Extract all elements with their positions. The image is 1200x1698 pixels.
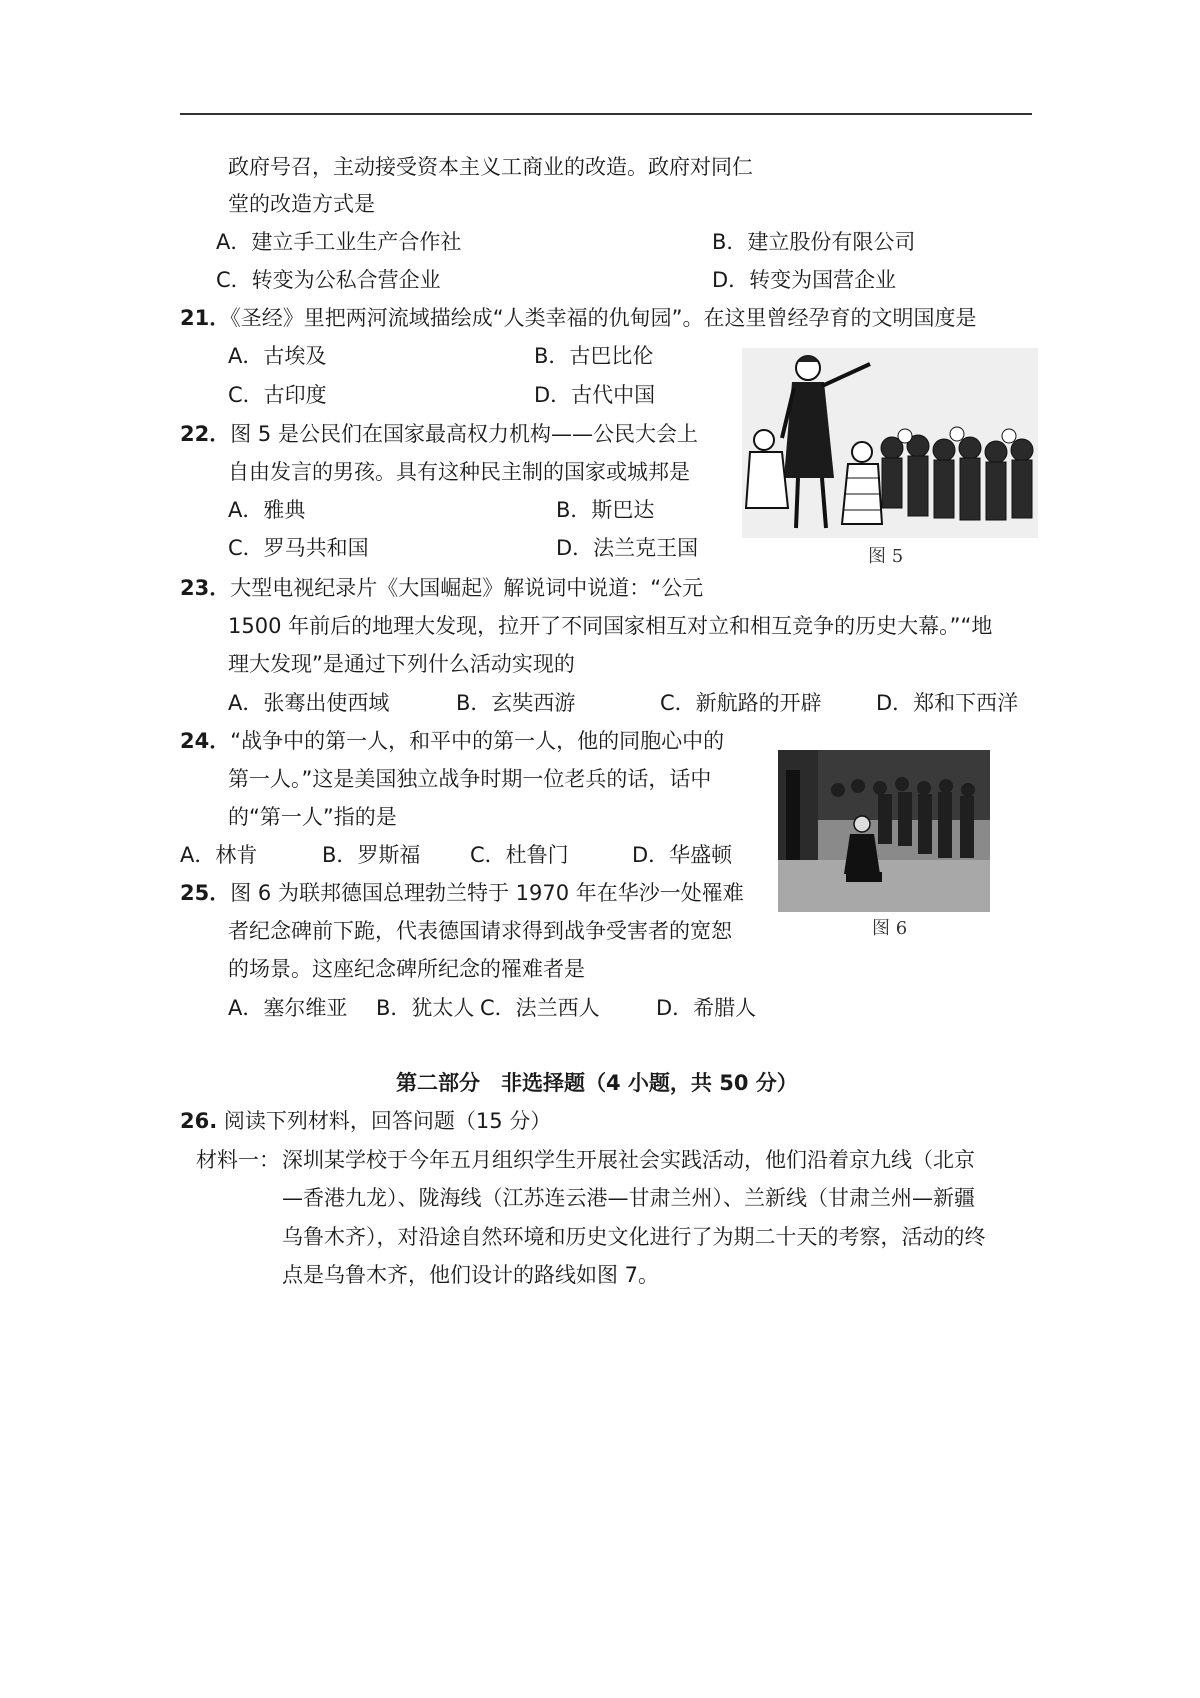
q21-option-a: A．古埃及: [228, 344, 327, 368]
part2-heading: 第二部分 非选择题（4 小题，共 50 分）: [396, 1071, 798, 1095]
q25-option-b: B．犹太人: [376, 996, 475, 1020]
q21-option-d: D．古代中国: [534, 383, 656, 407]
header-rule: [180, 113, 1032, 115]
q25-option-d: D．希腊人: [656, 996, 757, 1020]
q20-stem-line1: 政府号召，主动接受资本主义工商业的改造。政府对同仁: [228, 155, 753, 179]
q22-option-b: B．斯巴达: [556, 498, 655, 522]
q25-stem-line2: 者纪念碑前下跪，代表德国请求得到战争受害者的宽恕: [228, 919, 732, 943]
q23-option-c: C．新航路的开辟: [660, 691, 822, 715]
q21-number: 21．: [180, 306, 231, 330]
q21-stem: 《圣经》里把两河流域描绘成“人类幸福的仇甸园”。在这里曾经孕育的文明国度是: [230, 306, 977, 330]
q23-option-b: B．玄奘西游: [456, 691, 576, 715]
q23-stem-line1: 大型电视纪录片《大国崛起》解说词中说道：“公元: [230, 576, 704, 600]
q24-stem-line2: 第一人。”这是美国独立战争时期一位老兵的话，话中: [228, 767, 712, 791]
q26-material-line1: 深圳某学校于今年五月组织学生开展社会实践活动，他们沿着京九线（北京: [282, 1148, 975, 1172]
q24-number: 24．: [180, 729, 231, 753]
q26-stem: 阅读下列材料，回答问题（15 分）: [217, 1109, 552, 1133]
q22-option-c: C．罗马共和国: [228, 536, 369, 560]
q26-material-line3: 乌鲁木齐），对沿途自然环境和历史文化进行了为期二十天的考察，活动的终: [282, 1225, 986, 1249]
q26-number: 26.: [180, 1109, 218, 1133]
figure5-image: [742, 348, 1038, 538]
q25-option-a: A．塞尔维亚: [228, 996, 348, 1020]
q26-material-label: 材料一：: [196, 1148, 280, 1172]
q20-stem-line2: 堂的改造方式是: [228, 192, 375, 216]
q24-option-b: B．罗斯福: [322, 843, 421, 867]
q23-option-d: D．郑和下西洋: [876, 691, 1019, 715]
q22-stem-line1: 图 5 是公民们在国家最高权力机构——公民大会上: [230, 422, 698, 446]
q22-number: 22．: [180, 422, 231, 446]
q22-option-d: D．法兰克王国: [556, 536, 699, 560]
q24-option-a: A．林肯: [180, 843, 258, 867]
q26-material-line4: 点是乌鲁木齐，他们设计的路线如图 7。: [282, 1263, 660, 1287]
q24-option-c: C．杜鲁门: [470, 843, 569, 867]
q24-stem-line1: “战争中的第一人，和平中的第一人，他的同胞心中的: [230, 729, 725, 753]
q24-option-d: D．华盛顿: [632, 843, 733, 867]
q22-option-a: A．雅典: [228, 498, 306, 522]
q21-option-c: C．古印度: [228, 383, 327, 407]
q25-stem-line1: 图 6 为联邦德国总理勃兰特于 1970 年在华沙一处罹难: [230, 881, 744, 905]
q23-number: 23．: [180, 576, 231, 600]
q20-option-a: A．建立手工业生产合作社: [216, 230, 462, 254]
figure5-caption: 图 5: [868, 546, 904, 567]
q23-option-a: A．张骞出使西域: [228, 691, 390, 715]
q25-number: 25．: [180, 881, 231, 905]
q25-stem-line3: 的场景。这座纪念碑所纪念的罹难者是: [228, 957, 585, 981]
q26-material-line2: —香港九龙）、陇海线（江苏连云港—甘肃兰州）、兰新线（甘肃兰州—新疆: [282, 1186, 975, 1210]
figure6-image: [778, 750, 990, 912]
q23-stem-line2: 1500 年前后的地理大发现，拉开了不同国家相互对立和相互竞争的历史大幕。”“地: [228, 614, 993, 638]
q25-option-c: C．法兰西人: [480, 996, 600, 1020]
q22-stem-line2: 自由发言的男孩。具有这种民主制的国家或城邦是: [228, 460, 690, 484]
q21-option-b: B．古巴比伦: [534, 344, 654, 368]
q23-stem-line3: 理大发现”是通过下列什么活动实现的: [228, 652, 575, 676]
q20-option-b: B．建立股份有限公司: [712, 230, 916, 254]
q24-stem-line3: 的“第一人”指的是: [228, 805, 397, 829]
figure6-caption: 图 6: [872, 918, 908, 939]
q20-option-d: D．转变为国营企业: [712, 268, 897, 292]
q20-option-c: C．转变为公私合营企业: [216, 268, 441, 292]
